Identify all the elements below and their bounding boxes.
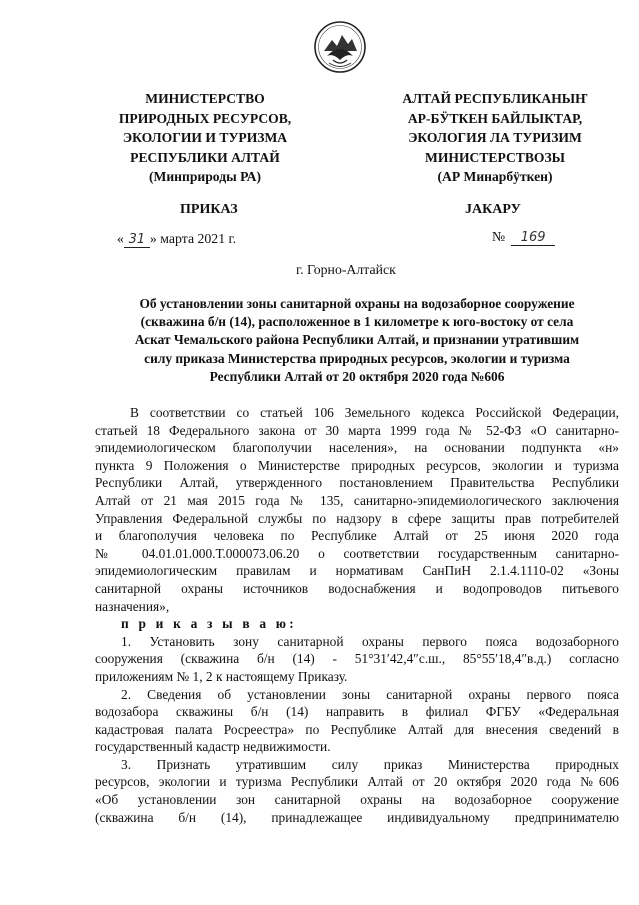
- body-line: эпидемиологическом благополучии населения», на основании подпункта «н»: [95, 440, 619, 456]
- body-line: назначения»,: [95, 598, 170, 614]
- body-line: Республики Алтай, утвержденного постановлением Правительства Республики: [95, 475, 619, 491]
- ministry-name-line: МИНИСТЕРСТВО: [145, 91, 265, 106]
- clause-3: 3. Признать утратившим силу приказ Министерства природных: [121, 756, 619, 772]
- body-line: эпидемиологическим правилам и нормативам СанПиН 2.1.4.1110-02 «Зоны: [95, 563, 619, 579]
- quote-close: »: [149, 231, 157, 246]
- ministry-name-line: АЛТАЙ РЕСПУБЛИКАНЫҤ: [402, 91, 588, 106]
- subject-line: Об установлении зоны санитарной охраны на водозаборное сооружение: [139, 296, 575, 311]
- body-line: № 04.01.01.000.Т.000073.06.20 о соответствии государственным санитарно-: [95, 545, 619, 561]
- city-line: г. Горно-Алтайск: [296, 262, 396, 277]
- body-line: Управления Федеральной службы по надзору в сфере защиты прав потребителей: [95, 510, 619, 526]
- body-line: и благополучия человека по Республике Алтай от 25 июня 2020 года: [95, 528, 619, 544]
- handwritten-number: 169: [511, 230, 555, 246]
- body-line: санитарной охраны источников водоснабжения и водопроводов питьевого: [95, 580, 619, 596]
- order-subject: [95, 295, 619, 386]
- subject-line: (скважина б/н (14), расположенное в 1 километре к юго-востоку от села: [140, 314, 574, 330]
- order-directive: п р и к а з ы в а ю:: [121, 616, 297, 632]
- order-number: [492, 229, 555, 246]
- quote-open: «: [117, 231, 124, 246]
- ministry-name-line: ЭКОЛОГИЯ ЛА ТУРИЗИМ: [408, 130, 582, 145]
- body-line: пункта 9 Положения о Министерстве природных ресурсов, экологии и туризма: [95, 457, 619, 473]
- subject-line: Республики Алтай от 20 октября 2020 года №606: [209, 368, 505, 384]
- ministry-name-line: МИНИСТЕРСТВОЗЫ: [424, 149, 566, 165]
- ministry-name-line: РЕСПУБЛИКИ АЛТАЙ: [130, 149, 280, 165]
- ministry-name-line: АР-БӰТКЕН БАЙЛЫКТАР,: [407, 110, 583, 126]
- clause-2: 2. Сведения об установлении зоны санитарной охраны первого пояса: [121, 686, 619, 702]
- order-date: [117, 231, 236, 248]
- ministry-name-line: ПРИРОДНЫХ РЕСУРСОВ,: [118, 110, 292, 126]
- month-year: марта 2021 г.: [160, 231, 237, 246]
- ministry-abbreviation: (АР Минарбӱткен): [437, 169, 553, 184]
- handwritten-day: 31: [124, 232, 150, 248]
- body-line: «Об установлении зон санитарной охраны на водозаборное сооружение: [95, 792, 619, 808]
- clause-1: 1. Установить зону санитарной охраны первого пояса водозаборного: [121, 633, 619, 649]
- body-line: приложениям № 1, 2 к настоящему Приказу.: [95, 668, 348, 684]
- ministry-abbreviation: (Минприроды РА): [148, 169, 261, 184]
- ministry-name-altai: [370, 89, 620, 187]
- body-line: государственный кадастр недвижимости.: [95, 739, 331, 755]
- body-line: В соответствии со статьей 106 Земельного кодекса Российской Федерации,: [130, 405, 619, 420]
- doc-type-russian: ПРИКАЗ: [180, 202, 238, 217]
- body-line: сооружения (скважина б/н (14) - 51°31′42,4″с.ш., 85°55′18,4″в.д.) согласно: [95, 651, 619, 667]
- ministry-name-line: ЭКОЛОГИИ И ТУРИЗМА: [122, 130, 288, 145]
- subject-line: Аскат Чемальского района Республики Алтай, и признании утратившим: [134, 332, 580, 348]
- subject-line: силу приказа Министерства природных ресурсов, экологии и туризма: [144, 350, 570, 366]
- doc-type-altai: JАКАРУ: [465, 202, 521, 217]
- body-line: Алтай от 21 мая 2015 года № 135, санитарно-эпидемиологического заключения: [95, 492, 619, 508]
- body-line: (скважина б/н (14), принадлежащее индивидуальному предпринимателю: [95, 809, 619, 825]
- body-line: водозабора скважины б/н (14) направить в филиал ФГБУ «Федеральная: [95, 704, 619, 720]
- order-body: [95, 404, 619, 826]
- body-line: кадастровая палата Росреестра» по Республике Алтай для внесения сведений в: [95, 721, 619, 737]
- altai-republic-emblem-icon: [313, 20, 367, 74]
- body-line: ресурсов, экологии и туризма Республики Алтай от 20 октября 2020 года №606: [95, 774, 619, 790]
- body-line: статьей 18 Федерального закона от 30 марта 1999 года № 52-ФЗ «О санитарно-: [95, 422, 619, 438]
- ministry-name-russian: [95, 89, 315, 187]
- number-label: №: [492, 229, 506, 244]
